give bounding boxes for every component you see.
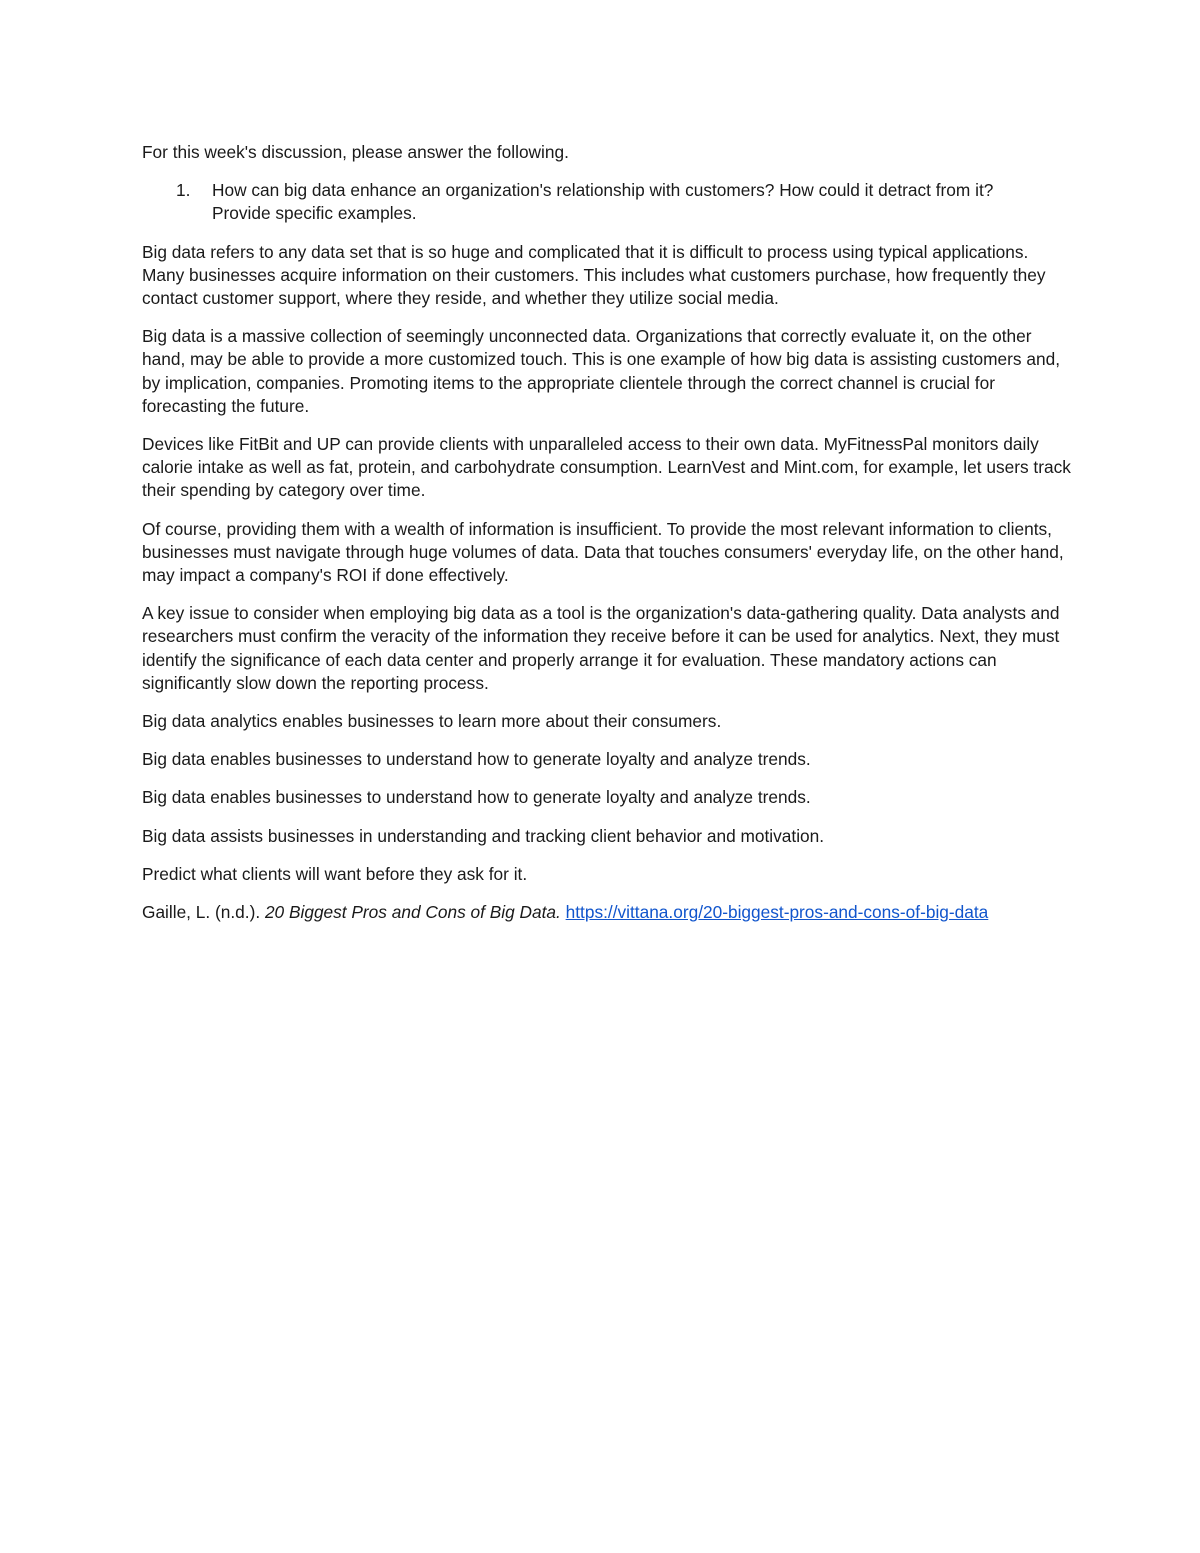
document-page <box>142 141 1072 939</box>
citation <box>142 901 1072 924</box>
question-item <box>142 179 1072 225</box>
paragraph: Of course, providing them with a wealth of information is insufficient. To provide the most relevant information to clients, businesses must navigate through huge volumes of data. Data that touches consumers' everyday life, on the other hand, may impact a company's ROI if done effectively. <box>142 518 1064 586</box>
paragraph: Big data assists businesses in understanding and tracking client behavior and motivation. <box>142 825 825 846</box>
paragraph: Big data enables businesses to understand how to generate loyalty and analyze trends. <box>142 787 811 808</box>
paragraph: Devices like FitBit and UP can provide clients with unparalleled access to their own data. MyFitnessPal monitors daily calorie intake as well as fat, protein, and carbohydrate consumption. LearnVest and Mint.com, for example, let users track their spending by category over time. <box>142 434 1071 501</box>
paragraph: Predict what clients will want before they ask for it. <box>142 863 528 884</box>
paragraph: Big data enables businesses to understand how to generate loyalty and analyze trends. <box>142 749 811 770</box>
question-number: 1. <box>176 180 191 201</box>
paragraph: A key issue to consider when employing big data as a tool is the organization's data-gathering quality. Data analysts and researchers must confirm the veracity of the information they receive before it can be used for analytics. Next, they must identify the significance of each data center and properly arrange it for evaluation. These mandatory actions can significantly slow down the reporting process. <box>142 603 1060 693</box>
paragraph: Big data is a massive collection of seemingly unconnected data. Organizations that correctly evaluate it, on the other hand, may be able to provide a more customized touch. This is one example of how big data is assisting customers and, by implication, companies. Promoting items to the appropriate clientele through the correct channel is crucial for forecasting the future. <box>142 326 1060 416</box>
citation-link[interactable]: https://vittana.org/20-biggest-pros-and-cons-of-big-data <box>565 902 989 923</box>
question-text: How can big data enhance an organization's relationship with customers? How could it detract from it? Provide specific examples. <box>212 180 994 224</box>
intro-text: For this week's discussion, please answer the following. <box>142 142 569 162</box>
paragraph: Big data refers to any data set that is so huge and complicated that it is difficult to process using typical applications. Many businesses acquire information on their customers. This includes what customers purchase, how frequently they contact customer support, where they reside, and whether they utilize social media. <box>142 241 1046 309</box>
citation-title: 20 Biggest Pros and Cons of Big Data. <box>264 902 561 923</box>
citation-author: Gaille, L. (n.d.). <box>142 902 265 923</box>
question-list <box>142 179 1072 225</box>
paragraph: Big data analytics enables businesses to learn more about their consumers. <box>142 711 722 732</box>
